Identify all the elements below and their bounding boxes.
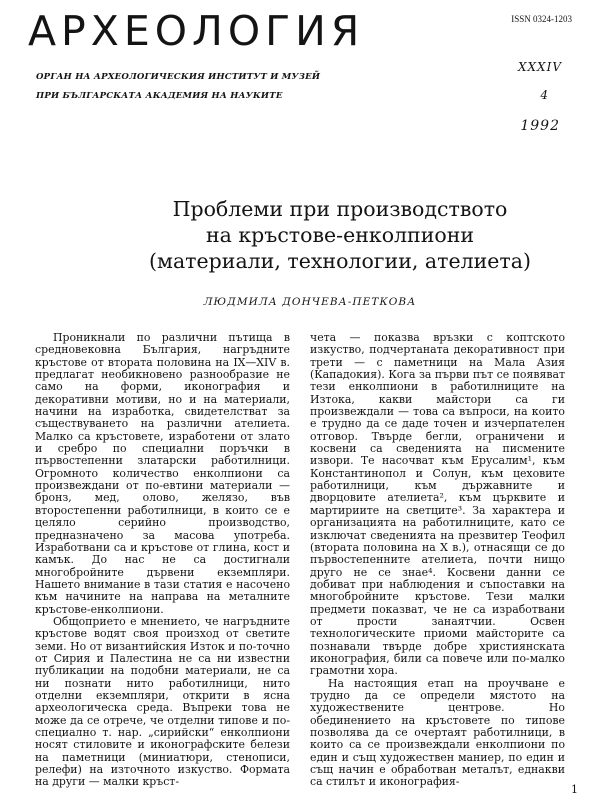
issn-number: ISSN 0324-1203 <box>511 14 572 24</box>
body-paragraph: чета — показва връзки с коптското изкуство, подчертаната декоративност при трети — с паметници на Мала Азия (Кападокия). Кога за първи път се появяват тези енколпиони в работилниците на Изтока, какви майстори са ги произвеждали — това са въпроси, на които е трудно да се даде точен и изчерпателен отговор. Твърде бегли, ограничени и косвени са сведенията на писмените извори. Те насочват към Ерусалим¹, към Константинопол и Солун, към цеховите работилници, към държавните и дворцовите ателиета², към църквите и мартириите на светците³. За характера и организацията на работилниците, като се изключат сведенията на презвитер Теофил (втората половина на X в.), отнасящи се до първостепенните ателиета, почти нищо друго не се знае⁴. Косвени данни се добиват при наблюдения и съпоставки на многобройните кръстове. Тези малки предмети показват, че не са изработвани от прости занаятчии. Освен технологическите приоми майсторите са познавали твърде добре християнската иконография, били са повече или по-малко грамотни хора. <box>310 331 565 678</box>
article-author: ЛЮДМИЛА ДОНЧЕВА-ПЕТКОВА <box>203 296 417 308</box>
article-title <box>95 196 585 274</box>
org-line-2: ПРИ БЪЛГАРСКАТА АКАДЕМИЯ НА НАУКИТЕ <box>36 91 283 101</box>
right-column <box>310 332 565 789</box>
title-line-3: (материали, технологии, ателиета) <box>149 249 531 273</box>
journal-title: АРХЕОЛОГИЯ <box>28 7 365 55</box>
title-line-1: Проблеми при производството <box>172 197 508 221</box>
publication-year: 1992 <box>520 118 560 134</box>
issue-number: 4 <box>540 88 548 102</box>
body-paragraph: Общоприето е мнението, че нагръдните кръстове водят своя произход от светите земи. Но от византийския Изток и по-точно от Сирия и Палестина не са ни известни публикации на подобни материали, не са ни познати нито работилници, нито отделни екземпляри, открити в ясна археологическа среда. Въпреки това не може да се отрече, че отделни типове и по-специално т. нар. „сирийски“ енколпиони носят стиловите и иконографските белези на паметници (миниатюри, стенописи, релефи) на източното изкуство. Формата на други — малки кръст- <box>35 614 290 789</box>
volume-number: XXXIV <box>517 60 562 74</box>
body-paragraph: Проникнали по различни пътища в средновековна България, нагръдните кръстове от втората половина на IX—XIV в. предлагат необикновено разнообразие не само на форми, иконография и декоративни мотиви, но и на материали, начини на изработка, свидетелстват за съществуването на различни ателиета. Малко са кръстовете, изработени от злато и сребро по специални поръчки в първостепенни златарски работилници. Огромното количество енколпиони са произвеждани от по-евтини материали — бронз, мед, олово, желязо, във второстепенни работилници, в които се е целяло серийно производство, предназначено за масова употреба. Изработвани са и кръстове от глина, кост и камък. До нас не са достигнали многобройните дървени екземпляри. Нашето внимание в тази статия е насочено към начините на направа на металните кръстове-енколпиони. <box>35 331 290 616</box>
title-line-2: на кръстове-енколпиони <box>205 223 475 247</box>
body-paragraph: На настоящия етап на проучване е трудно да се определи мястото на художествените центрове. Но обединението на кръстовете по типове позволява да се очертаят работилници, в които са се произвеждали енколпиони по един и същ художествен маниер, по един и същ начин е обработван металът, еднакви са стилът и иконография- <box>310 676 565 789</box>
left-column <box>35 332 290 789</box>
org-line-1: ОРГАН НА АРХЕОЛОГИЧЕСКИЯ ИНСТИТУТ И МУЗЕЙ <box>36 72 321 82</box>
page-number: 1 <box>571 783 578 796</box>
masthead <box>28 7 578 134</box>
publisher-organization <box>36 68 320 106</box>
